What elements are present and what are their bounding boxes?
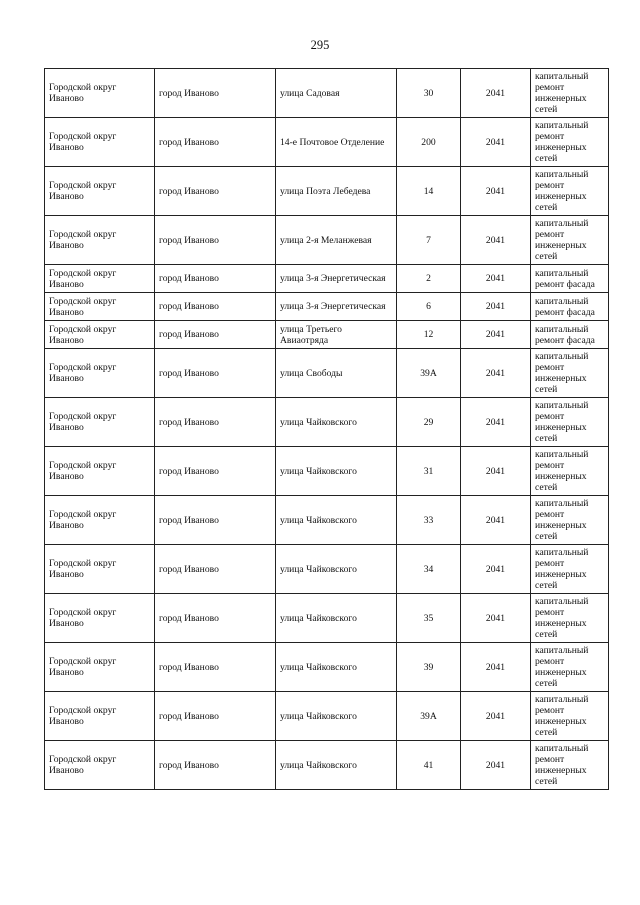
street-cell: улица Чайковского	[276, 643, 397, 692]
page-number: 295	[310, 38, 330, 52]
okrug-cell: Городской округ Иваново	[45, 545, 155, 594]
table-row	[45, 321, 609, 349]
street-cell: улица Чайковского	[276, 496, 397, 545]
table-row	[45, 398, 609, 447]
city-cell: город Иваново	[155, 216, 276, 265]
city-cell: город Иваново	[155, 167, 276, 216]
year-cell: 2041	[461, 447, 531, 496]
year-cell: 2041	[461, 118, 531, 167]
year-cell: 2041	[461, 216, 531, 265]
okrug-cell: Городской округ Иваново	[45, 741, 155, 790]
year-cell: 2041	[461, 265, 531, 293]
work-type-cell: капитальный ремонт инженерных сетей	[531, 216, 609, 265]
okrug-cell: Городской округ Иваново	[45, 594, 155, 643]
year-cell: 2041	[461, 69, 531, 118]
house-number-cell: 2	[397, 265, 461, 293]
table-row	[45, 265, 609, 293]
house-number-cell: 34	[397, 545, 461, 594]
city-cell: город Иваново	[155, 496, 276, 545]
house-number-cell: 7	[397, 216, 461, 265]
okrug-cell: Городской округ Иваново	[45, 349, 155, 398]
street-cell: улица Третьего Авиаотряда	[276, 321, 397, 349]
street-cell: улица Чайковского	[276, 741, 397, 790]
city-cell: город Иваново	[155, 293, 276, 321]
okrug-cell: Городской округ Иваново	[45, 216, 155, 265]
city-cell: город Иваново	[155, 69, 276, 118]
street-cell: улица Чайковского	[276, 447, 397, 496]
work-type-cell: капитальный ремонт инженерных сетей	[531, 643, 609, 692]
house-number-cell: 29	[397, 398, 461, 447]
table-row	[45, 216, 609, 265]
table-row	[45, 692, 609, 741]
work-type-cell: капитальный ремонт фасада	[531, 321, 609, 349]
year-cell: 2041	[461, 594, 531, 643]
house-number-cell: 39А	[397, 349, 461, 398]
register-table-body	[45, 69, 609, 790]
okrug-cell: Городской округ Иваново	[45, 643, 155, 692]
work-type-cell: капитальный ремонт инженерных сетей	[531, 692, 609, 741]
table-row	[45, 118, 609, 167]
city-cell: город Иваново	[155, 447, 276, 496]
table-row	[45, 167, 609, 216]
table-row	[45, 447, 609, 496]
okrug-cell: Городской округ Иваново	[45, 118, 155, 167]
table-row	[45, 293, 609, 321]
work-type-cell: капитальный ремонт инженерных сетей	[531, 118, 609, 167]
work-type-cell: капитальный ремонт фасада	[531, 265, 609, 293]
street-cell: улица Чайковского	[276, 594, 397, 643]
house-number-cell: 12	[397, 321, 461, 349]
work-type-cell: капитальный ремонт инженерных сетей	[531, 349, 609, 398]
table-row	[45, 545, 609, 594]
street-cell: улица Свободы	[276, 349, 397, 398]
city-cell: город Иваново	[155, 741, 276, 790]
work-type-cell: капитальный ремонт инженерных сетей	[531, 496, 609, 545]
street-cell: улица 2-я Меланжевая	[276, 216, 397, 265]
year-cell: 2041	[461, 692, 531, 741]
house-number-cell: 30	[397, 69, 461, 118]
street-cell: улица Садовая	[276, 69, 397, 118]
house-number-cell: 200	[397, 118, 461, 167]
year-cell: 2041	[461, 643, 531, 692]
okrug-cell: Городской округ Иваново	[45, 167, 155, 216]
street-cell: улица Чайковского	[276, 398, 397, 447]
year-cell: 2041	[461, 167, 531, 216]
okrug-cell: Городской округ Иваново	[45, 321, 155, 349]
house-number-cell: 33	[397, 496, 461, 545]
city-cell: город Иваново	[155, 349, 276, 398]
city-cell: город Иваново	[155, 643, 276, 692]
house-number-cell: 39А	[397, 692, 461, 741]
street-cell: улица Чайковского	[276, 545, 397, 594]
work-type-cell: капитальный ремонт фасада	[531, 293, 609, 321]
city-cell: город Иваново	[155, 118, 276, 167]
work-type-cell: капитальный ремонт инженерных сетей	[531, 594, 609, 643]
table-row	[45, 594, 609, 643]
work-type-cell: капитальный ремонт инженерных сетей	[531, 741, 609, 790]
register-table	[44, 68, 609, 790]
city-cell: город Иваново	[155, 545, 276, 594]
work-type-cell: капитальный ремонт инженерных сетей	[531, 545, 609, 594]
okrug-cell: Городской округ Иваново	[45, 692, 155, 741]
okrug-cell: Городской округ Иваново	[45, 265, 155, 293]
street-cell: улица Чайковского	[276, 692, 397, 741]
table-row	[45, 643, 609, 692]
house-number-cell: 14	[397, 167, 461, 216]
street-cell: улица Поэта Лебедева	[276, 167, 397, 216]
year-cell: 2041	[461, 545, 531, 594]
year-cell: 2041	[461, 321, 531, 349]
house-number-cell: 31	[397, 447, 461, 496]
year-cell: 2041	[461, 398, 531, 447]
house-number-cell: 39	[397, 643, 461, 692]
house-number-cell: 35	[397, 594, 461, 643]
okrug-cell: Городской округ Иваново	[45, 496, 155, 545]
city-cell: город Иваново	[155, 265, 276, 293]
city-cell: город Иваново	[155, 594, 276, 643]
year-cell: 2041	[461, 741, 531, 790]
table-row	[45, 349, 609, 398]
okrug-cell: Городской округ Иваново	[45, 69, 155, 118]
city-cell: город Иваново	[155, 321, 276, 349]
work-type-cell: капитальный ремонт инженерных сетей	[531, 447, 609, 496]
street-cell: 14-е Почтовое Отделение	[276, 118, 397, 167]
okrug-cell: Городской округ Иваново	[45, 398, 155, 447]
table-row	[45, 69, 609, 118]
table-row	[45, 496, 609, 545]
work-type-cell: капитальный ремонт инженерных сетей	[531, 398, 609, 447]
table-row	[45, 741, 609, 790]
house-number-cell: 41	[397, 741, 461, 790]
city-cell: город Иваново	[155, 398, 276, 447]
street-cell: улица 3-я Энергетическая	[276, 293, 397, 321]
year-cell: 2041	[461, 349, 531, 398]
work-type-cell: капитальный ремонт инженерных сетей	[531, 167, 609, 216]
year-cell: 2041	[461, 496, 531, 545]
city-cell: город Иваново	[155, 692, 276, 741]
street-cell: улица 3-я Энергетическая	[276, 265, 397, 293]
okrug-cell: Городской округ Иваново	[45, 447, 155, 496]
okrug-cell: Городской округ Иваново	[45, 293, 155, 321]
house-number-cell: 6	[397, 293, 461, 321]
year-cell: 2041	[461, 293, 531, 321]
work-type-cell: капитальный ремонт инженерных сетей	[531, 69, 609, 118]
